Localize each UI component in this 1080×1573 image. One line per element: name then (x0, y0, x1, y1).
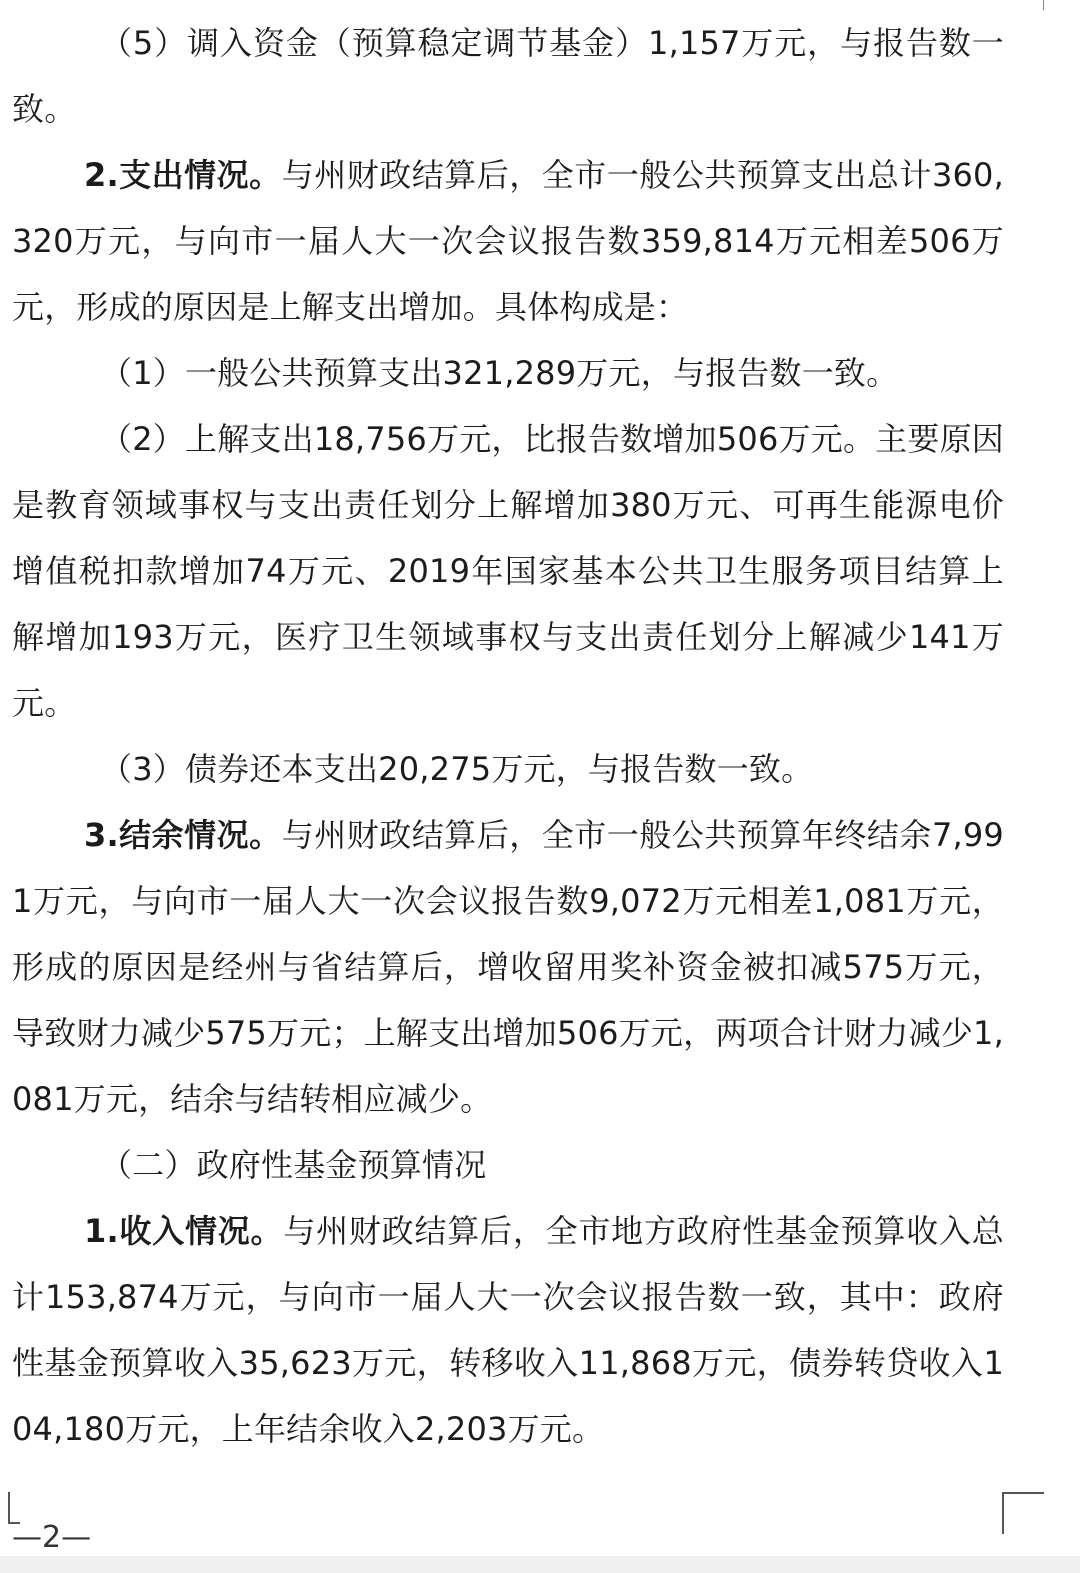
paragraph-expenditure (12, 142, 1004, 340)
paragraph-lead-heading: 2.支出情况。 (84, 156, 282, 194)
page-corner-mark-right (1002, 1492, 1044, 1534)
paragraph-text: （2）上解支出18,756万元，比报告数增加506万元。主要原因是教育领域事权与支出责任划分上解增加380万元、可再生能源电价增值税扣款增加74万元、2019年国家基本公共卫生服务项目结算上解增加193万元，医疗卫生领域事权与支出责任划分上解减少141万元。 (12, 420, 1004, 722)
paragraph-lead-heading: 3.结余情况。 (84, 816, 282, 854)
paragraph-text: 与州财政结算后，全市地方政府性基金预算收入总计153,874万元，与向市一届人大一次会议报告数一致，其中：政府性基金预算收入35,623万元，转移收入11,868万元，债券转贷收入104,180万元，上年结余收入2,203万元。 (12, 1212, 1004, 1448)
paragraph-text: （1）一般公共预算支出321,289万元，与报告数一致。 (100, 354, 899, 392)
page-edge-mark (1043, 0, 1044, 10)
paragraph-bond-repayment (12, 736, 1004, 802)
paragraph-text: 与州财政结算后，全市一般公共预算年终结余7,991万元，与向市一届人大一次会议报告数9,072万元相差1,081万元，形成的原因是经州与省结算后，增收留用奖补资金被扣减575万元，导致财力减少575万元；上解支出增加506万元，两项合计财力减少1,081万元，结余与结转相应减少。 (12, 816, 1004, 1118)
page-number: —2— (12, 1520, 92, 1555)
paragraph-lead-heading: 1.收入情况。 (84, 1212, 284, 1250)
paragraph-remittance-expenditure (12, 406, 1004, 736)
paragraph-transfer-funds (12, 10, 1004, 142)
paragraph-text: （二）政府性基金预算情况 (100, 1146, 487, 1184)
paragraph-surplus (12, 802, 1004, 1132)
paragraph-general-expenditure (12, 340, 1004, 406)
paragraph-text: （3）债券还本支出20,275万元，与报告数一致。 (100, 750, 814, 788)
page-bottom-strip (0, 1556, 1080, 1573)
paragraph-text: （5）调入资金（预算稳定调节基金）1,157万元，与报告数一致。 (12, 24, 1004, 128)
section-heading-government-fund (12, 1132, 1004, 1198)
paragraph-text: 与州财政结算后，全市一般公共预算支出总计360,320万元，与向市一届人大一次会议报告数359,814万元相差506万元，形成的原因是上解支出增加。具体构成是： (12, 156, 1004, 326)
document-body (12, 10, 1004, 1462)
paragraph-fund-revenue (12, 1198, 1004, 1462)
